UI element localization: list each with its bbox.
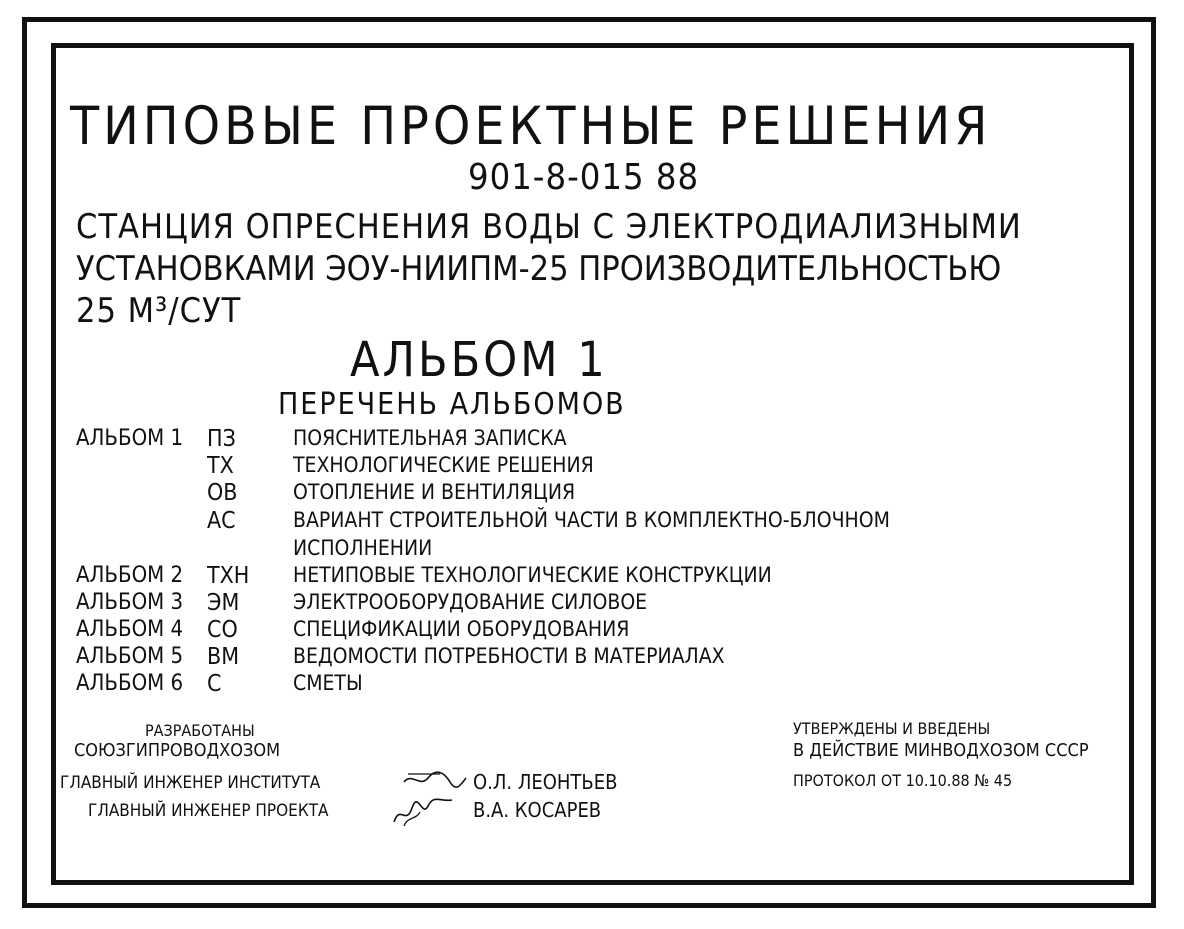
chief-engineer-institute-label: ГЛАВНЫЙ ИНЖЕНЕР ИНСТИТУТА — [60, 773, 321, 793]
approved-line-3: ПРОТОКОЛ ОТ 10.10.88 № 45 — [793, 771, 1013, 790]
album-description: СПЕЦИФИКАЦИИ ОБОРУДОВАНИЯ — [293, 617, 630, 641]
developer-organization: СОЮЗГИПРОВОДХОЗОМ — [74, 740, 281, 761]
album-label: АЛЬБОМ 6 — [76, 671, 184, 696]
album-label: АЛЬБОМ 2 — [76, 563, 184, 588]
album-description: СМЕТЫ — [293, 671, 363, 695]
signature-project — [390, 796, 460, 830]
album-description: ПОЯСНИТЕЛЬНАЯ ЗАПИСКА — [293, 426, 567, 450]
album-code: ЭМ — [207, 590, 240, 616]
album-code: ПЗ — [207, 426, 236, 452]
album-code: АС — [207, 508, 236, 534]
subject-line-2: УСТАНОВКАМИ ЭОУ-НИИПМ-25 ПРОИЗВОДИТЕЛЬНОСТЬЮ — [76, 249, 1002, 289]
album-code: ОВ — [207, 480, 238, 506]
album-description: ВАРИАНТ СТРОИТЕЛЬНОЙ ЧАСТИ В КОМПЛЕКТНО-БЛОЧНОМ — [293, 508, 890, 532]
subject-line-1: СТАНЦИЯ ОПРЕСНЕНИЯ ВОДЫ С ЭЛЕКТРОДИАЛИЗНЫМИ — [76, 207, 1022, 247]
document-number: 901-8-015 88 — [468, 157, 700, 198]
album-label: АЛЬБОМ 4 — [76, 617, 184, 642]
developed-heading: РАЗРАБОТАНЫ — [145, 721, 255, 740]
album-description: ЭЛЕКТРООБОРУДОВАНИЕ СИЛОВОЕ — [293, 590, 648, 614]
album-label: АЛЬБОМ 3 — [76, 590, 184, 615]
chief-engineer-project-name: В.А. КОСАРЕВ — [473, 798, 602, 822]
album-description: НЕТИПОВЫЕ ТЕХНОЛОГИЧЕСКИЕ КОНСТРУКЦИИ — [293, 563, 772, 587]
album-title: АЛЬБОМ 1 — [350, 332, 608, 388]
album-description: ТЕХНОЛОГИЧЕСКИЕ РЕШЕНИЯ — [293, 453, 594, 477]
album-code: СО — [207, 617, 238, 643]
album-description: ВЕДОМОСТИ ПОТРЕБНОСТИ В МАТЕРИАЛАХ — [293, 644, 725, 668]
main-title: ТИПОВЫЕ ПРОЕКТНЫЕ РЕШЕНИЯ — [70, 96, 992, 157]
album-label: АЛЬБОМ 5 — [76, 644, 184, 669]
chief-engineer-project-label: ГЛАВНЫЙ ИНЖЕНЕР ПРОЕКТА — [88, 801, 329, 821]
approved-line-1: УТВЕРЖДЕНЫ И ВВЕДЕНЫ — [793, 719, 991, 738]
album-label: АЛЬБОМ 1 — [76, 426, 184, 451]
album-description: ОТОПЛЕНИЕ И ВЕНТИЛЯЦИЯ — [293, 480, 576, 504]
album-list-title: ПЕРЕЧЕНЬ АЛЬБОМОВ — [278, 387, 626, 422]
album-code: ТХ — [207, 453, 234, 479]
album-code: ВМ — [207, 644, 240, 670]
album-code: ТХН — [207, 563, 250, 589]
approved-line-2: В ДЕЙСТВИЕ МИНВОДХОЗОМ СССР — [793, 740, 1089, 761]
signature-institute — [400, 768, 470, 792]
album-description: ИСПОЛНЕНИИ — [293, 536, 433, 560]
album-code: С — [207, 671, 222, 697]
chief-engineer-institute-name: О.Л. ЛЕОНТЬЕВ — [473, 770, 618, 794]
subject-line-3: 25 М³/СУТ — [76, 291, 242, 331]
